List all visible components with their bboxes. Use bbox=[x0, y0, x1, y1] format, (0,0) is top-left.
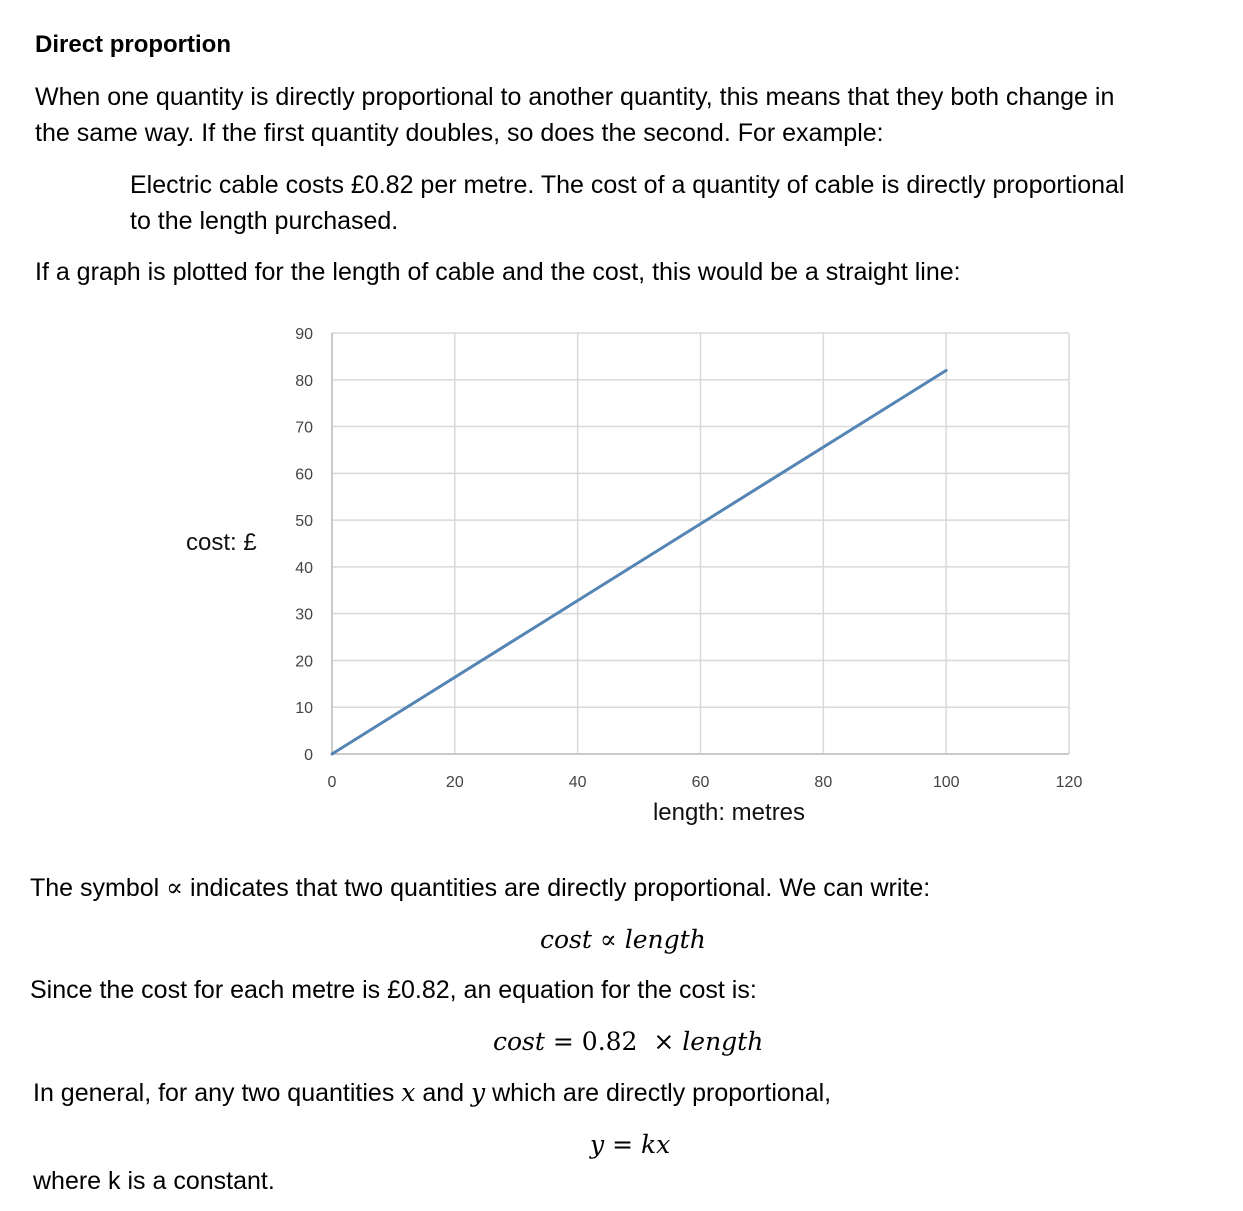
example-line-1: Electric cable costs £0.82 per metre. The cost of a quantity of cable is directly proportional bbox=[130, 171, 1125, 199]
general-end: which are directly proportional, bbox=[485, 1079, 832, 1107]
general-sentence bbox=[33, 1075, 831, 1111]
y-tick-label-30: 30 bbox=[295, 606, 313, 624]
general-var-x: x bbox=[401, 1078, 416, 1107]
y-tick-label-50: 50 bbox=[295, 513, 313, 531]
symbol-sentence-end: indicates that two quantities are directly proportional. We can write: bbox=[183, 874, 931, 902]
y-tick-label-20: 20 bbox=[295, 653, 313, 671]
eq1-operator: ∝ bbox=[599, 925, 617, 954]
general-var-y: y bbox=[471, 1078, 486, 1107]
eq2-equals: = bbox=[552, 1027, 574, 1056]
example-line-2: to the length purchased. bbox=[130, 207, 399, 235]
eq2-left: cost bbox=[493, 1027, 545, 1056]
x-tick-label-40: 40 bbox=[568, 774, 587, 791]
y-tick-label-60: 60 bbox=[295, 466, 313, 484]
equation-proportional bbox=[540, 922, 706, 958]
intro-line-1: When one quantity is directly proportional to another quantity, this means that they both change in bbox=[35, 83, 1115, 111]
closing-sentence: where k is a constant. bbox=[33, 1167, 275, 1195]
y-axis-ticks bbox=[295, 326, 313, 764]
intro-line-2: the same way. If the first quantity doubles, so does the second. For example: bbox=[35, 119, 884, 147]
proportional-symbol: ∝ bbox=[166, 873, 184, 902]
eq2-times: × bbox=[653, 1027, 675, 1056]
eq2-coefficient: 0.82 bbox=[581, 1027, 638, 1056]
symbol-sentence bbox=[30, 870, 930, 906]
y-tick-label-40: 40 bbox=[295, 559, 313, 577]
y-axis-title: cost: £ bbox=[186, 529, 257, 556]
eq3-left: y bbox=[590, 1130, 605, 1159]
chart-series bbox=[332, 370, 946, 754]
general-start: In general, for any two quantities bbox=[33, 1079, 402, 1107]
x-tick-label-60: 60 bbox=[691, 774, 710, 791]
eq1-right: length bbox=[624, 925, 706, 954]
equation-cost bbox=[493, 1024, 763, 1060]
symbol-sentence-start: The symbol bbox=[30, 874, 167, 902]
eq3-right: kx bbox=[640, 1130, 671, 1159]
eq1-left: cost bbox=[540, 925, 592, 954]
since-sentence: Since the cost for each metre is £0.82, an equation for the cost is: bbox=[30, 976, 757, 1004]
equation-general bbox=[590, 1127, 670, 1163]
series-line-0 bbox=[332, 370, 946, 754]
x-tick-label-20: 20 bbox=[445, 774, 464, 791]
general-and: and bbox=[415, 1079, 471, 1107]
y-tick-label-80: 80 bbox=[295, 372, 313, 390]
x-tick-label-120: 120 bbox=[1055, 774, 1083, 791]
x-tick-label-0: 0 bbox=[327, 774, 337, 791]
chart-grid bbox=[332, 333, 1069, 754]
y-tick-label-0: 0 bbox=[304, 747, 313, 764]
x-tick-label-80: 80 bbox=[814, 774, 833, 791]
x-tick-label-100: 100 bbox=[932, 774, 960, 791]
x-axis-ticks bbox=[328, 774, 1083, 791]
y-tick-label-70: 70 bbox=[295, 419, 313, 437]
page-heading: Direct proportion bbox=[35, 31, 231, 58]
graph-intro: If a graph is plotted for the length of cable and the cost, this would be a straight line: bbox=[35, 258, 961, 286]
eq2-right: length bbox=[682, 1027, 764, 1056]
y-tick-label-10: 10 bbox=[295, 700, 313, 718]
x-axis-title: length: metres bbox=[652, 799, 806, 826]
y-tick-label-90: 90 bbox=[295, 326, 313, 343]
eq3-equals: = bbox=[612, 1130, 634, 1159]
